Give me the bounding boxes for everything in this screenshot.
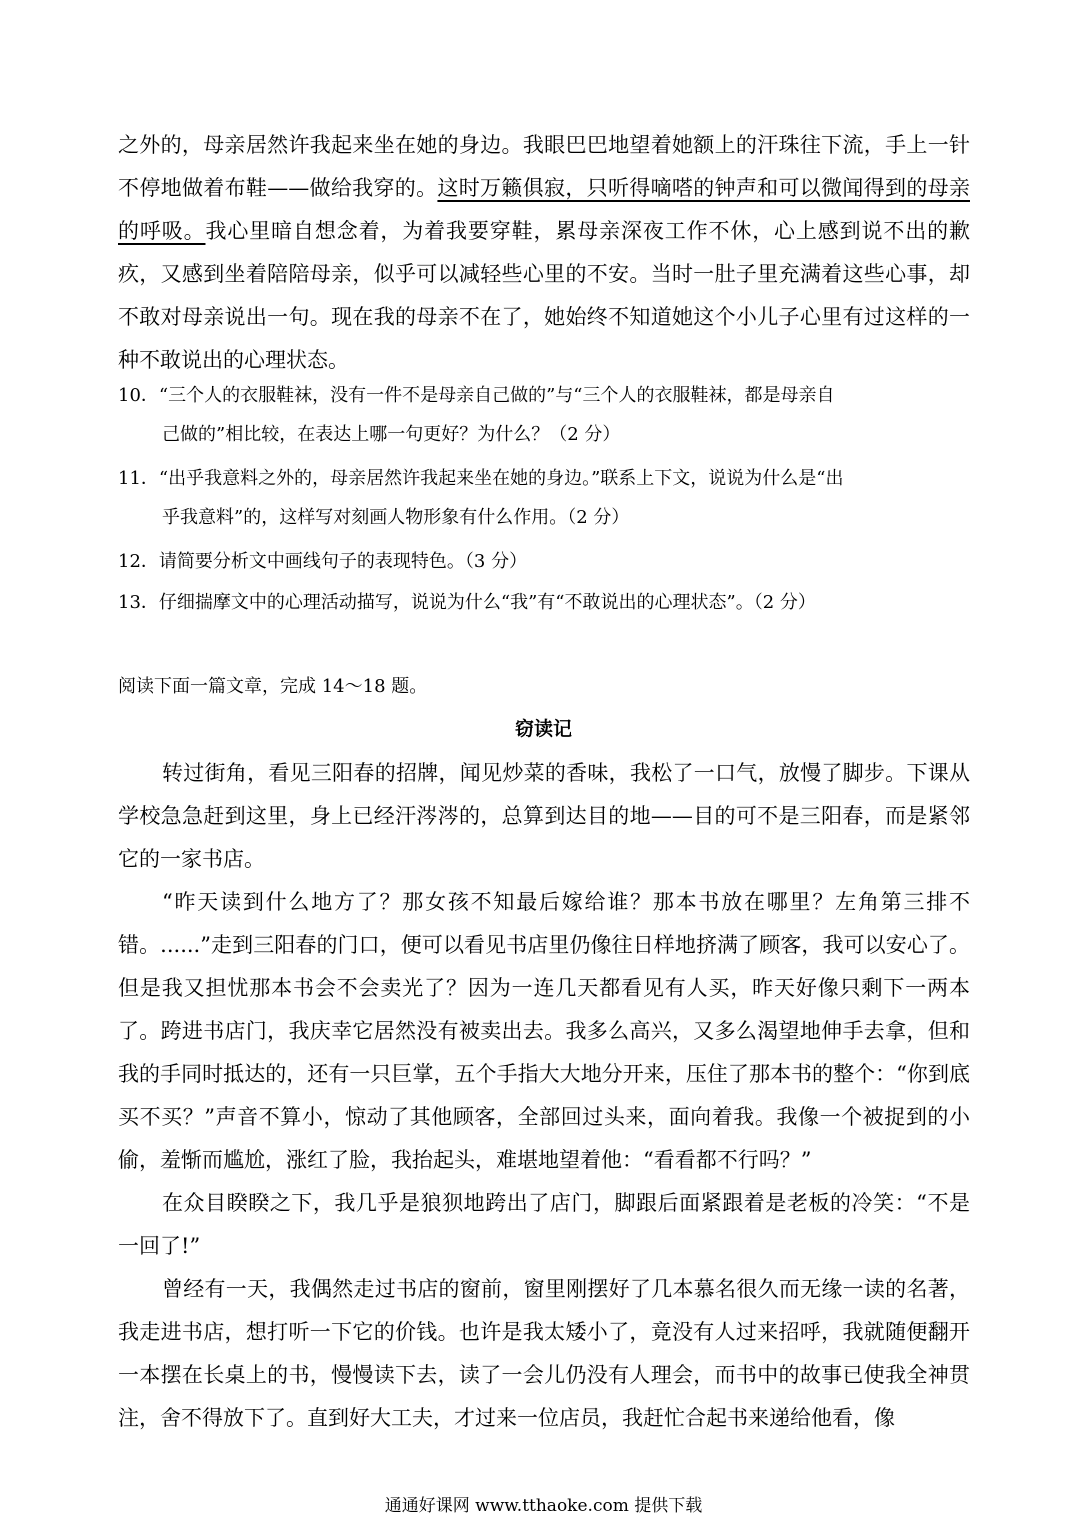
question-text: “三个人的衣服鞋袜，没有一件不是母亲自己做的”与“三个人的衣服鞋袜，都是母亲自	[158, 385, 835, 406]
question-10	[118, 376, 970, 454]
question-number: 11．	[118, 468, 159, 489]
article-body	[118, 752, 970, 1440]
article-paragraph: “昨天读到什么地方了？那女孩不知最后嫁给谁？那本书放在哪里？左角第三排不错。......”走到三阳春的门口，便可以看见书店里仍像往日样地挤满了顾客，我可以安心了。但是我又担忧那本书会不会卖光了？因为一连几天都看见有人买，昨天好像只剩下一两本了。跨进书店门，我庆幸它居然没有被卖出去。我多么高兴，又多么渴望地伸手去拿，但和我的手同时抵达的，还有一只巨掌，五个手指大大地分开来，压住了那本书的整个：“你到底买不买？”声音不算小，惊动了其他顾客，全部回过头来，面向着我。我像一个被捉到的小偷，羞惭而尴尬，涨红了脸，我抬起头，难堪地望着他：“看看都不行吗？”	[118, 890, 970, 1172]
question-number: 10．	[118, 385, 159, 406]
page-footer: 通通好课网 www.tthaoke.com 提供下载	[384, 1496, 703, 1516]
section-intro: 阅读下面一篇文章，完成 14～18 题。	[118, 676, 428, 697]
question-text: 请简要分析文中画线句子的表现特色。（3 分）	[158, 551, 528, 572]
question-11	[118, 459, 970, 537]
question-12	[118, 542, 970, 581]
question-number: 13．	[118, 592, 159, 613]
passage-continuation	[118, 124, 970, 382]
question-text-continued: 己做的”相比较，在表达上哪一句更好？为什么？（2 分）	[162, 424, 621, 445]
article-paragraph: 在众目睽睽之下，我几乎是狼狈地跨出了店门，脚跟后面紧跟着是老板的冷笑：“不是一回了!”	[118, 1191, 970, 1258]
article-paragraph: 转过街角，看见三阳春的招牌，闻见炒菜的香味，我松了一口气，放慢了脚步。下课从学校急急赶到这里，身上已经汗涔涔的，总算到达目的地——目的可不是三阳春，而是紧邻它的一家书店。	[118, 761, 970, 871]
question-text-continued: 乎我意料”的，这样写对刻画人物形象有什么作用。（2 分）	[162, 507, 630, 528]
passage-text-before: 之外的，母亲居然许我起来坐在她的身边。我眼巴巴地望着她额上的汗珠往下流，手上一针不停地做着布鞋——做给我穿的。	[118, 133, 970, 200]
question-text: “出乎我意料之外的，母亲居然许我起来坐在她的身边。”联系上下文，说说为什么是“出	[158, 468, 844, 489]
article-title: 窃读记	[514, 718, 572, 740]
underlined-sentence: 这时万籁俱寂，只听得嘀嗒的钟声和可以微闻得到的母亲的呼吸。	[118, 176, 970, 243]
article-paragraph: 曾经有一天，我偶然走过书店的窗前，窗里刚摆好了几本慕名很久而无缘一读的名著，我走进书店，想打听一下它的价钱。也许是我太矮小了，竟没有人过来招呼，我就随便翻开一本摆在长桌上的书，慢慢读下去，读了一会儿仍没有人理会，而书中的故事已使我全神贯注，舍不得放下了。直到好大工夫，才过来一位店员，我赶忙合起书来递给他看，像	[118, 1277, 970, 1430]
question-13	[118, 583, 970, 622]
passage-text-after: 我心里暗自想念着，为着我要穿鞋，累母亲深夜工作不休，心上感到说不出的歉疚，又感到坐着陪陪母亲，似乎可以减轻些心里的不安。当时一肚子里充满着这些心事，却不敢对母亲说出一句。现在我的母亲不在了，她始终不知道她这个小儿子心里有过这样的一种不敢说出的心理状态。	[118, 219, 971, 372]
question-number: 12．	[118, 551, 159, 572]
question-text: 仔细揣摩文中的心理活动描写，说说为什么“我”有“不敢说出的心理状态”。（2 分）	[158, 592, 816, 613]
